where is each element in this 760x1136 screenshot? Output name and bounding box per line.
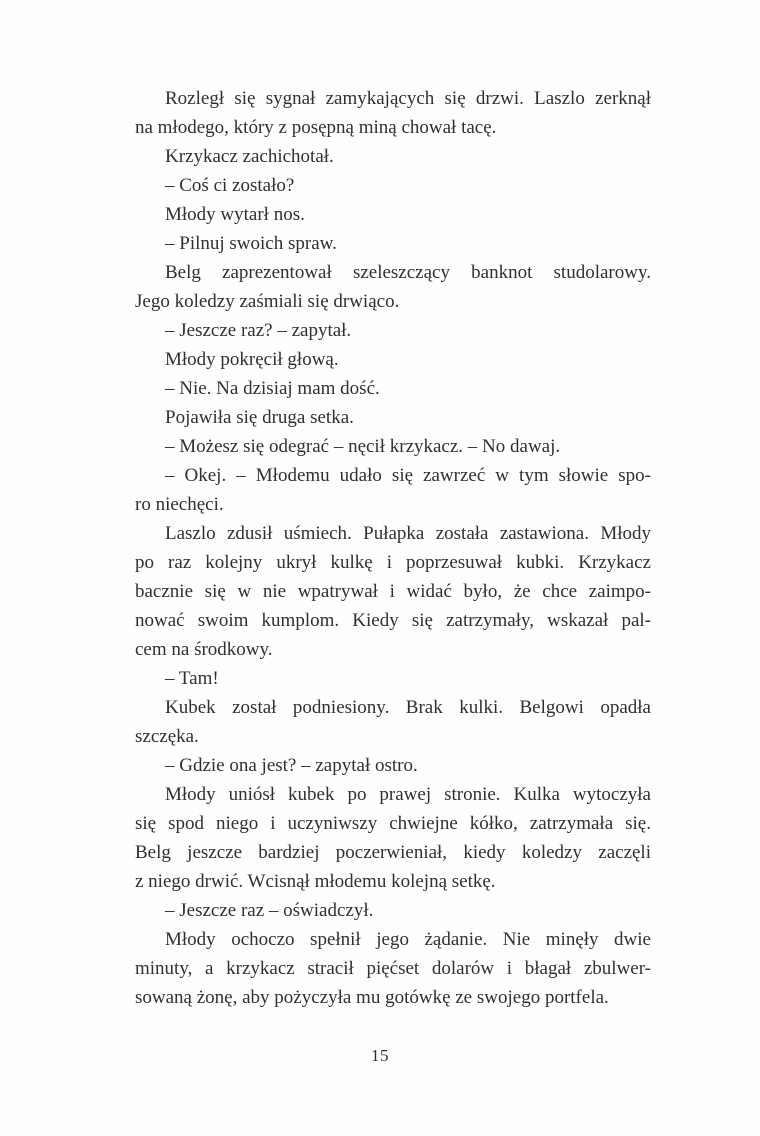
text-line: Młody pokręcił głową. [165,349,339,370]
text-line: – Nie. Na dzisiaj mam dość. [165,378,380,399]
text-line: Belg jeszcze bardziej poczerwieniał, kiedy koledzy zaczęli [135,842,651,863]
text-line: Jego koledzy zaśmiali się drwiąco. [135,291,400,312]
text-line: Kubek został podniesiony. Brak kulki. Belgowi opadła [165,697,651,718]
text-line: po raz kolejny ukrył kulkę i poprzesuwał kubki. Krzykacz [135,552,651,573]
text-line: – Coś ci zostało? [165,175,295,196]
text-line: Młody wytarł nos. [165,204,305,225]
text-line: ro niechęci. [135,494,224,515]
text-line: nować swoim kumplom. Kiedy się zatrzymały, wskazał pal- [135,610,651,631]
text-line: się spod niego i uczyniwszy chwiejne kółko, zatrzymała się. [135,813,651,834]
text-line: – Tam! [165,668,219,689]
text-line: – Możesz się odegrać – nęcił krzykacz. – No dawaj. [165,436,561,457]
text-line: – Pilnuj swoich spraw. [165,233,337,254]
text-line: cem na środkowy. [135,639,273,660]
text-line: – Gdzie ona jest? – zapytał ostro. [165,755,418,776]
text-line: Krzykacz zachichotał. [165,146,334,167]
text-line: – Okej. – Młodemu udało się zawrzeć w tym słowie spo- [165,465,651,486]
text-line: – Jeszcze raz – oświadczył. [165,900,374,921]
text-line: Pojawiła się druga setka. [165,407,354,428]
text-line: Młody ochoczo spełnił jego żądanie. Nie minęły dwie [165,929,651,950]
page-number: 15 [371,1046,389,1065]
text-line: Laszlo zdusił uśmiech. Pułapka została zastawiona. Młody [165,523,651,544]
text-line: Młody uniósł kubek po prawej stronie. Kulka wytoczyła [165,784,651,805]
page-text [135,84,651,1012]
text-line: – Jeszcze raz? – zapytał. [165,320,352,341]
text-line: szczęka. [135,726,199,747]
text-line: Belg zaprezentował szeleszczący banknot studolarowy. [165,262,651,283]
text-line: bacznie się w nie wpatrywał i widać było, że chce zaimpo- [135,581,651,602]
text-line: na młodego, który z posępną miną chował tacę. [135,117,497,138]
text-line: z niego drwić. Wcisnął młodemu kolejną setkę. [135,871,496,892]
text-line: Rozległ się sygnał zamykających się drzwi. Laszlo zerknął [165,88,651,109]
text-line: sowaną żonę, aby pożyczyła mu gotówkę ze swojego portfela. [135,987,609,1008]
text-line: minuty, a krzykacz stracił pięćset dolarów i błagał zbulwer- [135,958,651,979]
